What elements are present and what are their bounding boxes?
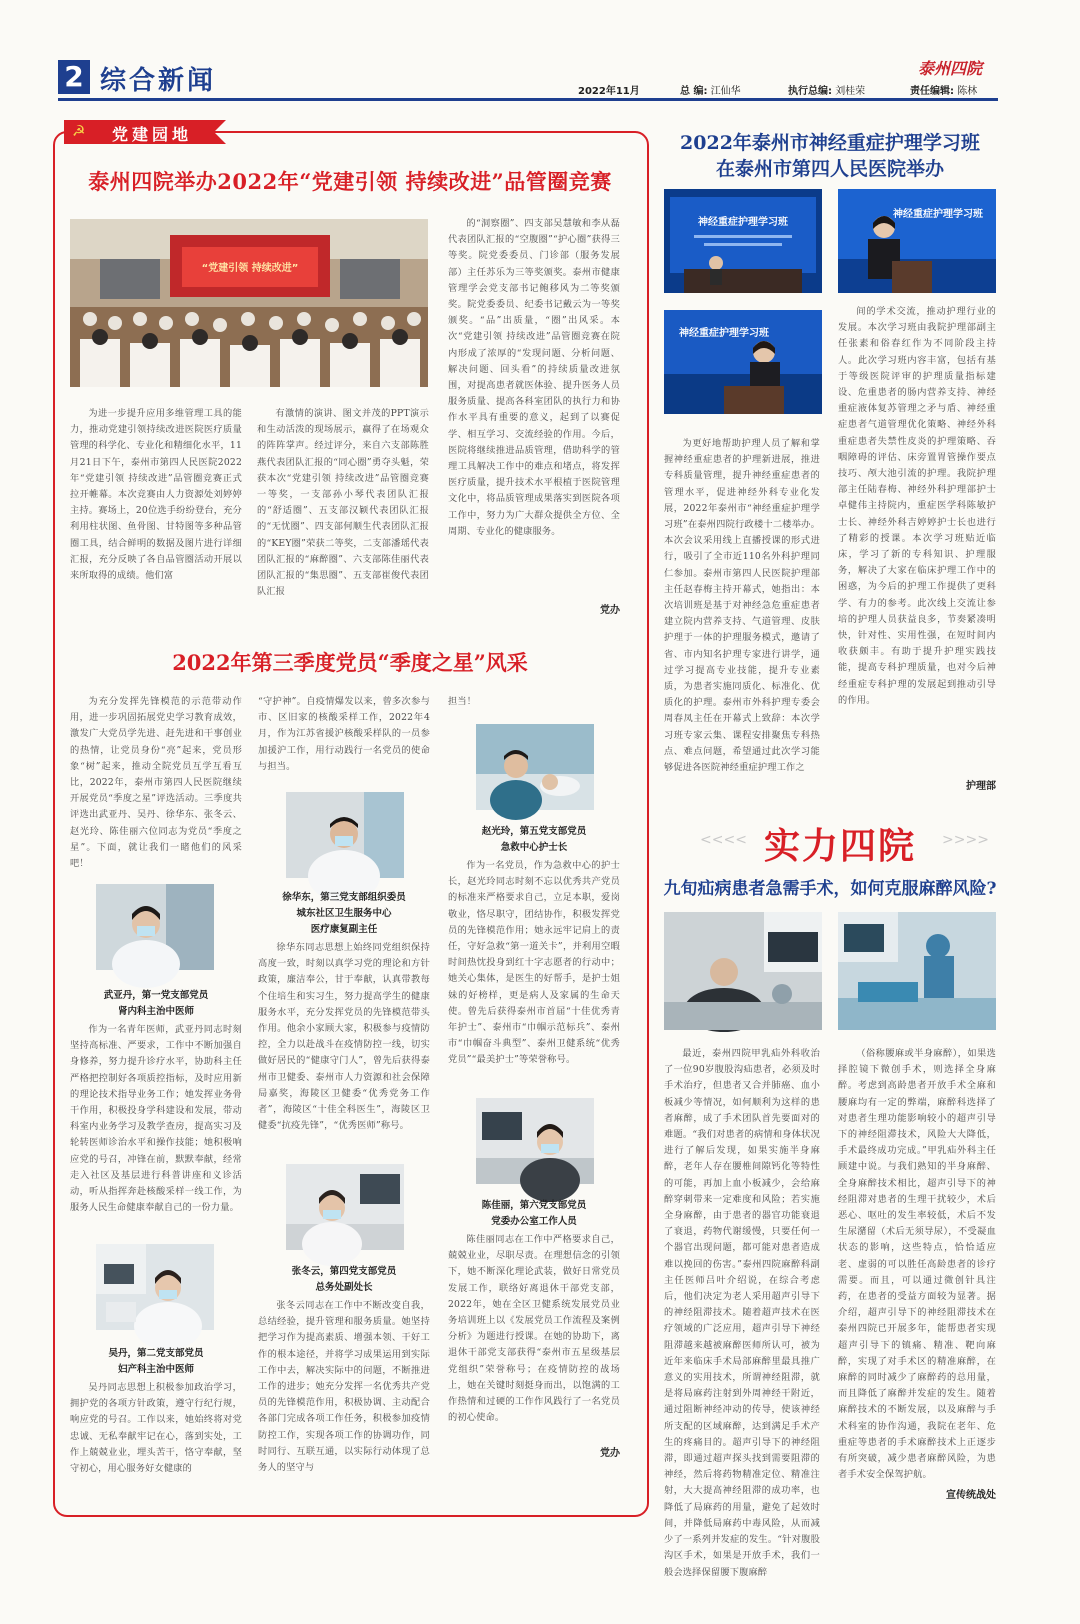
chief-label: 总 编: xyxy=(680,86,708,97)
exec-label: 执行总编: xyxy=(788,86,832,97)
brand-arrows-right: >>>> xyxy=(942,832,989,848)
article4-title: 九旬疝病患者急需手术，如何克服麻醉风险? xyxy=(663,879,997,899)
member6-text: 陈佳丽同志在工作中严格要求自己，兢兢业业，尽职尽责。在理想信念的引领下，她不断深化理论武装，做好日常党员发展工作，联络好离退休干部党支部，2022年，她在全区卫健系统发展党员业务培训班上以《发展党员工作流程及案例分析》为题进行授课。在她的协助下，离退休干部党支部获得“泰州市五星级基层党组织”荣誉称号；在疫情防控的战场上，她在关键时刻挺身而出，以饱满的工作热情和过硬的工作作风践行了一名党员的初心使命。 xyxy=(448,1234,620,1424)
member3-caption: 徐华东，第三党支部组织委员 城东社区卫生服务中心 医疗康复副主任 xyxy=(282,892,406,935)
member6-photo xyxy=(476,1098,594,1184)
article1-col2: 有激情的演讲、图文并茂的PPT演示和生动活泼的现场展示，赢得了在场观众的阵阵掌声。经过评分，来自六支部陈胜燕代表团队汇报的“同心圈”勇夺头魁，荣获本次“党建引领 持续改进”品管圈竞赛一等奖，一支部孙小琴代表团队汇报的“舒适圈”、五支部汉颖代表团队汇报的“无忧圈”、四支部何顺生代表团队汇报的“KEY圈”荣获二等奖，二支部潘瑶代表团队汇报的“麻醉圈”、六支部陈佳丽代表团队汇报的“集思圈”、五支部崔俊代表团队汇报 xyxy=(257,408,429,598)
member3-lead-text: “守护神”。自疫情爆发以来，曾多次参与市、区旧家的核酸采样工作，2022年4月，作为江苏省援沪核酸采样队的一员参加援沪工作，用行动践行一名党员的使命与担当。 xyxy=(258,696,430,772)
party-section-tag xyxy=(64,118,234,146)
surgery-photo-2-image xyxy=(838,912,996,1030)
member5-photo-image xyxy=(476,724,594,810)
article2-intro: 为充分发挥先锋模范的示范带动作用，进一步巩固拓展党史学习教育成效，激发广大党员学先进、赶先进和干事创业的热情，让党员身份“亮”起来，党员形象“树”起来，推动全院党员互学互看互比，2022年，泰州市第四人民医院继续开展党员“季度之星”评选活动。三季度共评选出武亚丹、吴丹、徐华东、张冬云、赵光玲、陈佳丽六位同志为党员“季度之星”。下面，就让我们一睹他们的风采吧！ xyxy=(70,696,242,870)
member5-lead-text: 担当！ xyxy=(448,696,477,707)
article3-title-line2: 在泰州市第四人民医院举办 xyxy=(715,158,944,180)
training-photo-2-image xyxy=(838,189,996,293)
competition-photo-image xyxy=(70,219,428,387)
screen-text-1: 神经重症护理学习班 xyxy=(698,217,788,228)
hospital-logo: 泰州四院 xyxy=(918,59,983,78)
article3-col2: 间的学术交流，推动护理行业的发展。本次学习班由我院护理部副主任张素和俗春红作为不同阶段主持人。此次学习班内容丰富，包括有基于等级医院评审的护理质量指标建设、危重患者的肠内营养支持、神经重症液体复苏管理之矛与盾、神经重症患者气道管理优化策略、神经外科重症患者失禁性皮炎的护理策略、吞咽障碍的评估、床旁置胃管操作要点技巧、颅大池引流的护理。我院护理部主任陆春梅、神经外科护理部护士卓健伟主持院内，重症医学科陈敏护士长、神经外科吉婷婷护士长也进行了精彩的授课。本次学习班贴近临床，学习了新的专科知识、护理服务，解决了大家在临床护理工作中的困惑，为今后的护理工作提供了更科学、有力的参考。此次线上交流让参培的护理人员获益良多，节奏紧凑明快，针对性、实用性强，在短时间内收获颇丰。有助于提升护理实践技能，提高专科护理质量，也对今后神经重症专科护理的发展起到推动引导的作用。 xyxy=(838,306,996,706)
member2-text: 吴丹同志思想上积极参加政治学习，拥护党的各项方针政策，遵守行纪行规，响应党的号召。工作以来，她始终将对党忠诚、无私奉献牢记在心，落到实处，工作上兢兢业业，埋头苦干，恪守奉献，坚守初心，用心服务好女健康的 xyxy=(70,1382,242,1475)
article3-signature: 护理部 xyxy=(966,781,996,792)
member5-caption: 赵光玲，第五党支部党员 急救中心护士长 xyxy=(481,826,587,853)
article1-col1: 为进一步提升应用多维管理工具的能力，推动党建引领持续改进医院医疗质量管理的科学化、专业化和精细化水平，11月21日下午，泰州市第四人民医院2022年“党建引领 持续改进”品管圈竞赛正式拉开帷幕。本次竞赛由人力资源处刘婷婷主持。赛场上，20位选手纷纷登台，充分利用柱状图、鱼骨图、甘特图等多种品管圈工具，结合鲜明的数据及图片进行详细汇报，充分反映了各自品管圈活动开展以来所取得的成绩。他们富 xyxy=(70,408,242,582)
member3-photo xyxy=(286,792,404,878)
article3-title-line1: 2022年泰州市神经重症护理学习班 xyxy=(680,132,980,154)
surgery-photo-2 xyxy=(838,912,996,1030)
article4-signature: 宣传统战处 xyxy=(946,1490,996,1501)
member4-photo-image xyxy=(286,1164,404,1250)
member1-caption: 武亚丹，第一党支部党员 肾内科主治中医师 xyxy=(103,990,209,1017)
masthead xyxy=(58,58,998,98)
brand-arrows-left: <<<< xyxy=(700,832,747,848)
article2-title: 2022年第三季度党员“季度之星”风采 xyxy=(172,650,528,675)
editor-name: 陈林 xyxy=(957,86,978,97)
exec-editor xyxy=(788,82,865,97)
article2-signature: 党办 xyxy=(600,1448,620,1459)
exec-name: 刘桂荣 xyxy=(835,86,866,97)
surgery-photo-1 xyxy=(664,912,822,1030)
member3-text: 徐华东同志思想上始终同党组织保持高度一致，时刻以真学习党的理论和方针政策，廉洁奉公，甘于奉献，认真带教每个住培生和实习生，努力提高学生的健康服务水平，充分发挥党员的先锋模范带头作用。他余小家顾大家，积极参与疫情防控，全力以赴战斗在疫情防控一线，切实做好居民的“健康守门人”，曾先后获得泰州市卫健委、泰州市人力资源和社会保障局嘉奖，海陵区卫健委“优秀党务工作者”，海陵区“十佳全科医生”，海陵区卫健委“抗疫先锋”，“优秀医师”称号。 xyxy=(258,942,430,1132)
brand-text: 实力四院 xyxy=(764,825,917,867)
competition-photo xyxy=(70,219,428,387)
member4-text: 张冬云同志在工作中不断改变自我，总结经验，提升管理和服务质量。她坚持把学习作为提高素质、增强本领、干好工作的根本途径，并将学习成果运用到实际工作中去，解决实际中的问题，不断推进工作的进步；她充分发挥一名优秀共产党员的先锋模范作用，积极协调、主动配合各部门完成各项工作任务，积极参加疫情防控工作，实现各项工作的协调功作，同时同行、互联互通，以实际行动体现了总务人的坚守与 xyxy=(258,1300,430,1474)
party-emblem-icon: ☭ xyxy=(72,122,86,140)
member6-photo-image xyxy=(476,1098,594,1184)
training-photo-2 xyxy=(838,189,996,293)
member2-photo-image xyxy=(96,1244,214,1330)
training-photo-3 xyxy=(664,310,822,414)
training-photo-3-image xyxy=(664,310,822,414)
banner-text: “党建引领 持续改进” xyxy=(201,263,299,274)
member2-caption: 吴丹，第二党支部党员 妇产科主治中医师 xyxy=(108,1348,204,1375)
chief-name: 江仙华 xyxy=(710,86,741,97)
masthead-divider xyxy=(58,98,998,101)
member5-photo xyxy=(476,724,594,810)
chief-editor xyxy=(680,82,741,97)
article1-signature: 党办 xyxy=(600,605,620,616)
member4-caption: 张冬云，第四党支部党员 总务处副处长 xyxy=(291,1266,397,1293)
training-photo-1-image xyxy=(664,189,822,293)
screen-text-3: 神经重症护理学习班 xyxy=(679,328,769,339)
brand-strip xyxy=(700,818,990,866)
article4-col2: （俗称腰麻或半身麻醉），如果选择腔镜下微创手术，则选择全身麻醉。考虑到高龄患者开放手术全麻和腰麻均有一定的弊端，麻醉科选择了对患者生理功能影响较小的超声引导下的神经阻滞技术，风险大大降低，手术最终成功完成。”甲乳疝外科主任顾建中说。与我们熟知的半身麻醉、全身麻醉技术相比，超声引导下的神经阻滞对患者的生理干扰较少，术后恶心、呕吐的发生率较低，术后不发生尿潴留（术后无须导尿），不受凝血状态的影响，这些特点，恰恰适应老、虚弱的可以胜任高龄患者的诊疗需要。而且，可以通过微创针具注药，在患者的受益方面较为显著。据介绍，超声引导下的神经阻滞技术在泰州四院已开展多年，能帮患者实现超声引导下的镇痛、精准、靶向麻醉，实现了对手术区的精准麻醉，在麻醉的同时减少了麻醉药的总用量，而且降低了麻醉并发症的发生。随着麻醉技术的不断发展，以及麻醉与手术科室的协作沟通，我院在老年、危重症等患者的手术麻醉技术上正逐步有所突破，减少患者麻醉风险，为患者手术安全保驾护航。 xyxy=(838,1048,996,1481)
member6-caption: 陈佳丽，第六党支部党员 党委办公室工作人员 xyxy=(481,1200,587,1227)
member3-photo-image xyxy=(286,792,404,878)
member5-text: 作为一名党员，作为急救中心的护士长，赵光玲同志时刻不忘以优秀共产党员的标准来严格要求自己，立足本职，爱岗敬业，恪尽职守，团结协作，积极发挥党员的先锋模范作用；她永远牢记肩上的责任，守好急救“第一道关卡”，并利用空暇时间热忱投身到红十字志愿者的行动中；她关心集体，是医生的好帮手，是护士姐妹的好榜样，更是病人及家属的生命天使。曾先后获得泰州市首届“十佳优秀青年护士”、泰州市“巾帼示范标兵”、泰州市“巾帼奋斗典型”、泰州卫健系统“优秀党员”“最美护士”等荣誉称号。 xyxy=(448,860,620,1066)
screen-text-2: 神经重症护理学习班 xyxy=(893,209,983,220)
article3-col1: 为更好地帮助护理人员了解和掌握神经重症患者的护理新进展，推进专科质量管理，提升神经重症患者的管理水平，促进神经外科专业化发展，2022年泰州市“神经重症护理学习班”在泰州四院行政楼十二楼举办。本次会议采用线上直播授课的形式进行，吸引了全市近110名外科护理同仁参加。泰州市第四人民医院护理部主任赵春梅主持开幕式，她指出：本次培训班是基于对神经急危重症患者建立院内营养支持、气道管理、皮肤护理于一体的护理服务模式，邀请了省、市内知名护理专家进行讲学，通过学习提高专业技能，提升专业素质，为患者实施同质化、标准化、优质化的护理。泰州市外科护理专委会周春凤主任在开幕式上致辞：本次学习班专家云集、课程安排聚焦专科热点、难点问题，希望通过此次学习能够促进各医院神经重症护理工作之 xyxy=(664,438,820,774)
article1-title: 泰州四院举办2022年“党建引领 持续改进”品管圈竞赛 xyxy=(88,169,612,194)
surgery-photo-1-image xyxy=(664,912,822,1030)
member1-photo xyxy=(96,884,214,970)
issue-date: 2022年11月 xyxy=(578,86,640,97)
party-tag-label: 党建园地 xyxy=(112,125,193,144)
section-name: 综合新闻 xyxy=(100,66,217,96)
member1-photo-image xyxy=(96,884,214,970)
member2-photo xyxy=(96,1244,214,1330)
training-photo-1 xyxy=(664,189,822,293)
article4-col1: 最近，泰州四院甲乳疝外科收治了一位90岁腹股沟疝患者，必须及时手术治疗，但患者又合并肺癌、血小板减少等情况，如何顺利为这样的患者麻醉，成了手术团队首先要面对的难题。“我们对患者的病情和身体状况进行了解后发现，如果实施半身麻醉，老年人存在腰椎间隙钙化等特性的可能，再加上血小板减少，会给麻醉穿刺带来一定难度和风险；若实施全身麻醉，由于患者的器官功能衰退了衰退，药物代谢缓慢，只要任何一个器官出现问题，都可能对患者造成难以挽回的伤害。”泰州四院麻醉科副主任医师吕叶介绍说，在综合考虑后，他们决定为老人采用超声引导下的神经阻滞技术。随着超声技术在医疗领域的广泛应用，超声引导下神经阻滞越来越被麻醉医师所认可，被为近年来临床手术局部麻醉里最具推广意义的实用技术，所谓神经阻滞，就是将局麻药注射到外周神经干附近，通过阻断神经冲动的传导，使该神经所支配的区域麻醉，达到满足手术产生的疼痛目的。超声引导下的神经阻滞，即通过超声探头找到需要阻滞的神经，然后将药物精准定位、精准注射，大大提高神经阻滞的成功率，也降低了局麻药的用量，避免了起效时间，并降低局麻药中毒风险，从而减少了一系列并发症的发生。“针对腹股沟区手术，如果是开放手术，我们一般会选择保留腰下腹麻醉 xyxy=(664,1048,820,1578)
member1-text: 作为一名青年医师，武亚丹同志时刻坚持高标准、严要求，工作中不断加强自身修养，努力提升诊疗水平，协助科主任严格把控制好各项质控指标，及时应用新的理论技术指导业务工作；她发挥业务骨干作用，积极投身学科建设和发展，带动科室内业务学习及教学查房，提高实习及轮转医师诊治水平和操作技能；她积极响应党的号召，冲锋在前，默默奉献，经常走入社区及基层进行科普讲座和义诊活动，听从指挥奔赴核酸采样一线工作，为服务人民生命健康奉献自己的一份力量。 xyxy=(70,1024,242,1214)
duty-editor xyxy=(910,82,977,97)
member4-photo xyxy=(286,1164,404,1250)
editor-label: 责任编辑: xyxy=(910,86,954,97)
page-number-badge: 2 xyxy=(58,60,90,94)
article1-col3: 的“洞察圈”、四支部吴慧敏和李从磊代表团队汇报的“空腹圈”“护心圈”获得三等奖。院党委委员、门诊部（服务发展部）主任苏乐为三等奖颁奖。泰州市健康管理学会党支部书记鲍移风为二等奖颁奖。院党委委员、纪委书记戴云为一等奖颁奖。“品”出质量，“圈”出风采。本次“党建引领 持续改进”品管圈竞赛在院内形成了浓厚的“发现问题、分析问题、解决问题、回头看”的持续质量改进氛围，对提高患者就医体验、提升医务人员服务质量、提高各科室团队的执行力和协作水平具有重要的意义，起到了以赛促学、相互学习、交流经验的作用。今后，医院将继续推进品质管理，借助科学的管理工具解决工作中的难点和堵点，将发挥医疗质量，提升技术水平根植于医院管理文化中，将品质管理成果落实到医院各项工作中，努力为广大群众提供全方位、全周期、专业化的健康服务。 xyxy=(448,218,620,537)
